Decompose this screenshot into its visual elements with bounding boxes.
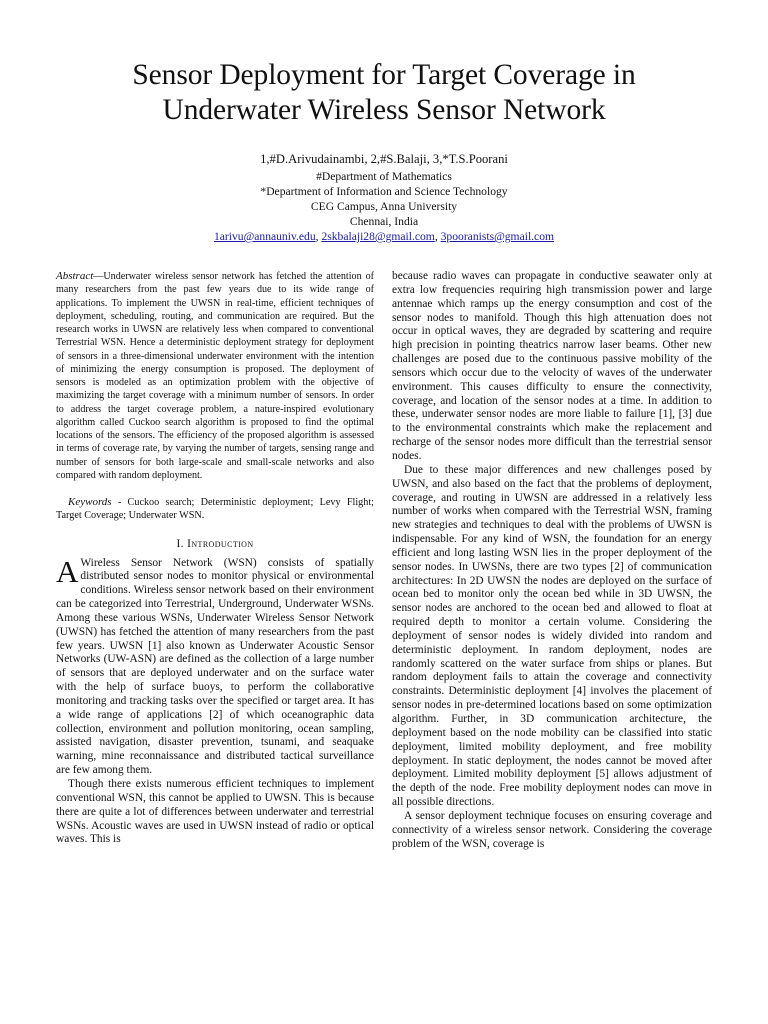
affiliation-4: Chennai, India — [349, 215, 419, 228]
author-list: 1,#D.Arivudainambi, 2,#S.Balaji, 3,*T.S.Poorani — [260, 152, 508, 166]
two-column-body — [56, 270, 712, 851]
keywords-text: - Cuckoo search; Deterministic deployment; Levy Flight; Target Coverage; Underwater WSN. — [56, 497, 374, 522]
keywords-label: Keywords — [68, 496, 112, 508]
affiliation-3: CEG Campus, Anna University — [310, 200, 458, 213]
drop-cap: A — [56, 553, 79, 589]
title-line-1: Sensor Deployment for Target Coverage in — [132, 59, 636, 91]
intro-paragraph-1 — [56, 553, 374, 779]
email-link-3[interactable]: 3pooranists@gmail.com — [440, 230, 555, 243]
left-column — [56, 270, 374, 851]
paper-title — [56, 58, 712, 128]
intro-paragraph-1-text: Wireless Sensor Network (WSN) consists of spatially distributed sensor nodes to monitor physical or environmental conditions. Wireless sensor network based on their environment can be categorized into Terrestrial, Underground, Underwater WSNs. Among these various WSNs, Underwater Wireless Sensor Network (UWSN) has fetched the attention of many researchers from the past few years. UWSN [1] also known as Underwater Acoustic Sensor Networks (UW-ASN) are defined as the collection of a large number of sensors that are deployed underwater and on the surface water with the help of surface buoys, to perform the collaborative monitoring and tracking tasks over the specified or target area. It has a wide range of applications [2] of which oceanographic data collection, environment and pollution monitoring, ocean sampling, assisted navigation, disaster prevention, tsunami, and seaquake warning, mine reconnaissance and distributed tactical surveillance are few among them. — [56, 556, 374, 777]
intro-paragraph-2: Though there exists numerous efficient techniques to implement conventional WSN, this cannot be applied to UWSN. This is because there are quite a lot of differences between underwater and terrestrial WSNs. Acoustic waves are used in UWSN instead of radio or optical waves. This is — [56, 778, 374, 846]
section-heading-introduction: I. Introduction — [176, 537, 254, 550]
abstract-text: —Underwater wireless sensor network has fetched the attention of many researchers from the past few years due to its wide range of applications. To implement the UWSN in real-time, efficient techniques of deployment, scheduling, routing, and communication are required. But the research works in UWSN are relatively less when compared to conventional Terrestrial WSN. Hence a deterministic deployment strategy for deployment of sensors in a three-dimensional underwater environment with the intention of minimizing the energy consumption is proposed. The deployment of sensors is modeled as an optimization problem with the objective of maximizing the target coverage with a minimum number of sensors. In order to address the target coverage problem, a nature-inspired evolutionary algorithm called Cuckoo search algorithm is proposed to find the optimal locations of the sensors. The efficiency of the proposed algorithm is assessed in terms of coverage rate, by varying the number of targets, sensing range and number of sensors for both large-scale and small-scale networks and also compared with random deployment. — [56, 271, 374, 481]
affiliation-1: #Department of Mathematics — [316, 170, 452, 183]
email-list: 1arivu@annauniv.edu, 2skbalaji28@gmail.com, 3pooranists@gmail.com — [213, 230, 555, 243]
right-paragraph-3: A sensor deployment technique focuses on ensuring coverage and connectivity of a wireless sensor network. Considering the coverage problem of the WSN, coverage is — [392, 809, 712, 850]
abstract-label: Abstract — [56, 270, 94, 282]
affiliation-2: *Department of Information and Science Technology — [260, 185, 508, 198]
abstract — [56, 270, 374, 482]
right-paragraph-1: because radio waves can propagate in conductive seawater only at extra low frequencies requiring high transmission power and large antennae which ramps up the energy consumption and cost of the sensor nodes to manifold. Though this high attenuation does not occur in optical waves, they are degraded by scattering and require high precision in pointing theatrics narrow laser beams. Other new challenges are posed due to the continuous passive mobility of the sensors which occur due to the velocity of waves of the underwater environment. This causes difficulty to ensure the connectivity, coverage, and location of the sensor nodes at a time. In addition to these, underwater sensor nodes are more liable to failure [1], [3] due to the environmental constraints which make the replacement and recharge of the sensor nodes more difficult than the terrestrial sensor nodes. — [392, 270, 712, 462]
keywords — [56, 496, 374, 523]
email-link-1[interactable]: 1arivu@annauniv.edu — [213, 230, 316, 243]
right-paragraph-2: Due to these major differences and new challenges posed by UWSN, and also based on the fact that the problems of deployment, coverage, and routing in UWSN are addressed in a relatively less number of works when compared with the Terrestrial WSN, framing new strategies and techniques to deal with the problems of UWSN is indispensable. For any kind of WSN, the foundation for an energy efficient and long lasting WSN lies in the proper deployment of the sensor nodes. In UWSNs, there are two types [2] of communication architectures: In 2D UWSN the nodes are deployed on the surface of ocean bed to monitor only the ocean bed while in 3D UWSN, the sensor nodes are anchored to the ocean bed and allowed to float at required depth to monitor a certain volume. Considering the deployment of sensor nodes is widely divided into random and deterministic deployment. In random deployment, nodes are randomly scattered on the water surface from ships or planes. But random deployment fails to attain the coverage and connectivity constraints. Deterministic deployment [4] involves the placement of sensor nodes in pre-determined locations based on some optimization algorithm. Further, in 3D communication architecture, the deployment based on the node mobility can be classified into static deployment, limited mobility deployment, and free mobility deployment. In static deployment, the nodes cannot be moved after deployment. Limited mobility deployment [5] allows adjustment of the depth of the node. Free mobility deployment nodes can move in all possible directions. — [392, 463, 712, 809]
email-link-2[interactable]: 2skbalaji28@gmail.com — [321, 230, 435, 243]
title-line-2: Underwater Wireless Sensor Network — [162, 94, 606, 126]
right-column — [392, 270, 712, 851]
